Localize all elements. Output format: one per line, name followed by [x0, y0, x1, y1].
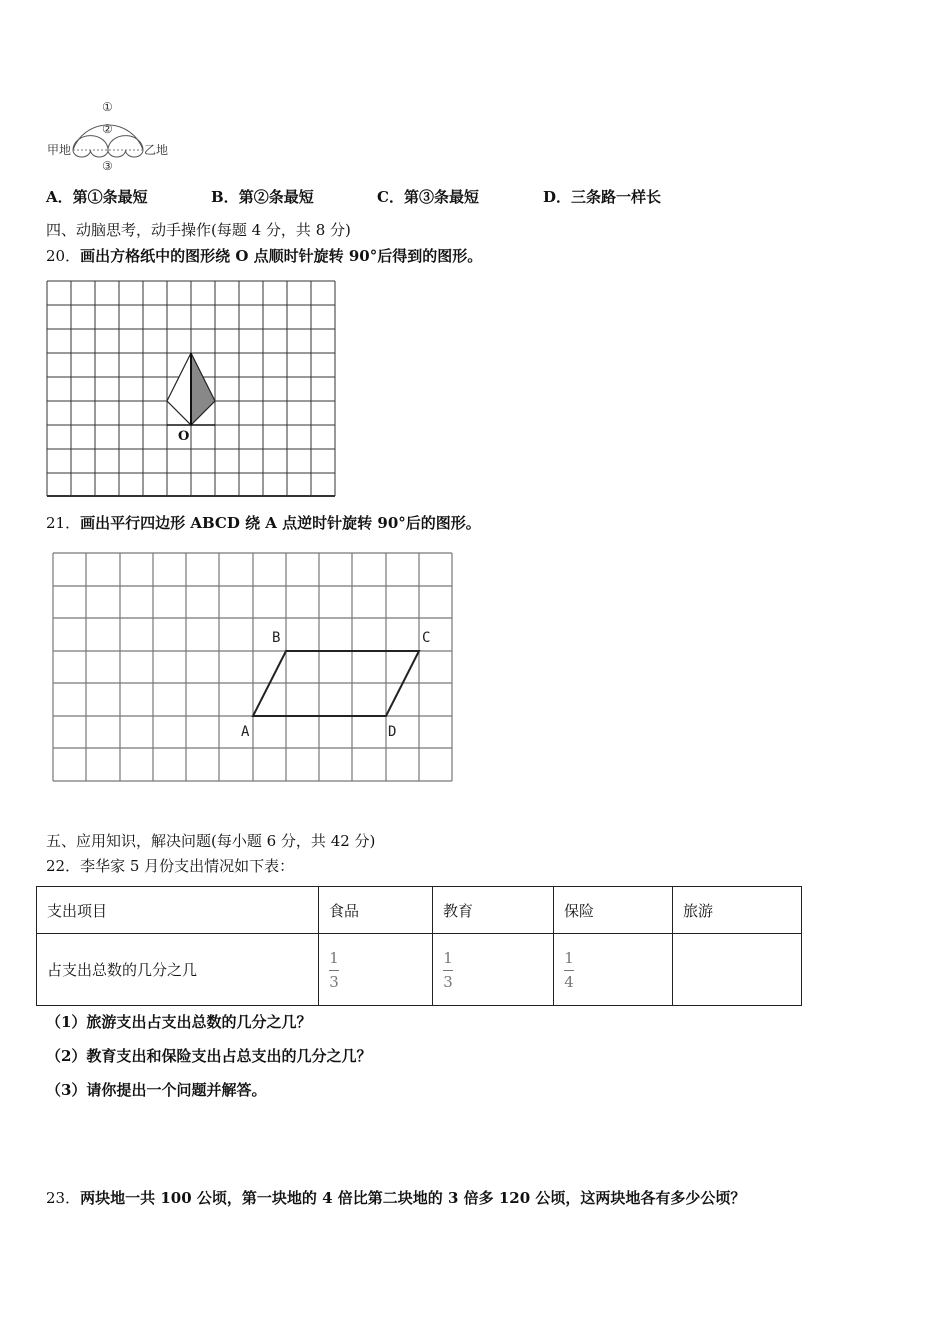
q21-prompt — [46, 512, 481, 533]
travel-empty-cell[interactable] — [673, 934, 802, 1006]
section5-title: 五、应用知识，解决问题(每小题 6 分，共 42 分) — [46, 832, 376, 850]
q21-grid — [50, 550, 456, 784]
route1-label: ① — [102, 100, 113, 114]
expense-table — [36, 886, 802, 1006]
education-fraction — [443, 951, 453, 990]
kite-right-half — [191, 353, 215, 425]
option-a[interactable] — [46, 186, 148, 207]
option-b-letter: B． — [211, 188, 239, 206]
route3-arcs — [73, 150, 143, 157]
kite-left-half — [167, 353, 191, 425]
q22-number: 22． — [46, 857, 81, 875]
option-b-text: 第②条最短 — [238, 188, 314, 206]
label-d: D — [388, 724, 397, 740]
option-a-text: 第①条最短 — [72, 188, 148, 206]
route3-label: ③ — [102, 159, 113, 173]
q23-prompt — [46, 1187, 745, 1208]
q22-sub-3: （3）请你提出一个问题并解答。 — [46, 1081, 267, 1099]
label-c: C — [422, 630, 431, 646]
q22-prompt — [46, 855, 294, 876]
fraction-bar — [564, 970, 574, 971]
q22-text: 李华家 5 月份支出情况如下表： — [80, 857, 295, 875]
insurance-denominator: 4 — [564, 973, 574, 991]
start-label: 甲地 — [47, 143, 72, 157]
route2-label: ② — [102, 122, 113, 136]
end-label: 乙地 — [144, 143, 169, 157]
header-travel: 旅游 — [673, 887, 802, 934]
q20-text: 画出方格纸中的图形绕 O 点顺时针旋转 90°后得到的图形。 — [80, 247, 483, 265]
education-fraction-cell — [433, 934, 554, 1006]
row-label: 占支出总数的几分之几 — [37, 934, 319, 1006]
route2-arcs — [73, 136, 143, 150]
option-d-letter: D． — [543, 188, 572, 206]
option-a-letter: A． — [46, 188, 73, 206]
education-numerator: 1 — [443, 949, 453, 967]
header-item: 支出项目 — [37, 887, 319, 934]
header-education: 教育 — [433, 887, 554, 934]
q23-number: 23． — [46, 1189, 81, 1207]
option-c-letter: C． — [377, 188, 404, 206]
insurance-fraction-cell — [554, 934, 673, 1006]
food-numerator: 1 — [329, 949, 339, 967]
section4-title: 四、动脑思考，动手操作(每题 4 分，共 8 分) — [46, 221, 351, 239]
label-a: A — [241, 724, 250, 740]
q22-sub-2: （2）教育支出和保险支出占总支出的几分之几？ — [46, 1047, 372, 1065]
route-figure — [40, 96, 180, 176]
food-fraction-cell — [319, 934, 433, 1006]
option-b[interactable] — [211, 186, 314, 207]
label-b: B — [272, 630, 281, 646]
q20-grid — [46, 280, 338, 500]
education-denominator: 3 — [443, 973, 453, 991]
q20-number: 20． — [46, 247, 81, 265]
fraction-bar — [329, 970, 339, 971]
food-denominator: 3 — [329, 973, 339, 991]
fraction-bar — [443, 970, 453, 971]
table-header-row — [37, 887, 802, 934]
q21-text: 画出平行四边形 ABCD 绕 A 点逆时针旋转 90°后的图形。 — [80, 514, 481, 532]
insurance-fraction — [564, 951, 574, 990]
option-d-text: 三条路一样长 — [571, 188, 662, 206]
option-c-text: 第③条最短 — [403, 188, 479, 206]
food-fraction — [329, 951, 339, 990]
q23-text: 两块地一共 100 公顷，第一块地的 4 倍比第二块地的 3 倍多 120 公顷，这两块地各有多少公顷？ — [80, 1189, 746, 1207]
insurance-numerator: 1 — [564, 949, 574, 967]
table-row — [37, 934, 802, 1006]
q22-sub-1: （1）旅游支出占支出总数的几分之几？ — [46, 1013, 312, 1031]
header-food: 食品 — [319, 887, 433, 934]
q20-prompt — [46, 245, 482, 266]
q21-number: 21． — [46, 514, 81, 532]
point-o-label: O — [178, 429, 190, 444]
header-insurance: 保险 — [554, 887, 673, 934]
option-d[interactable] — [543, 186, 661, 207]
option-c[interactable] — [377, 186, 479, 207]
